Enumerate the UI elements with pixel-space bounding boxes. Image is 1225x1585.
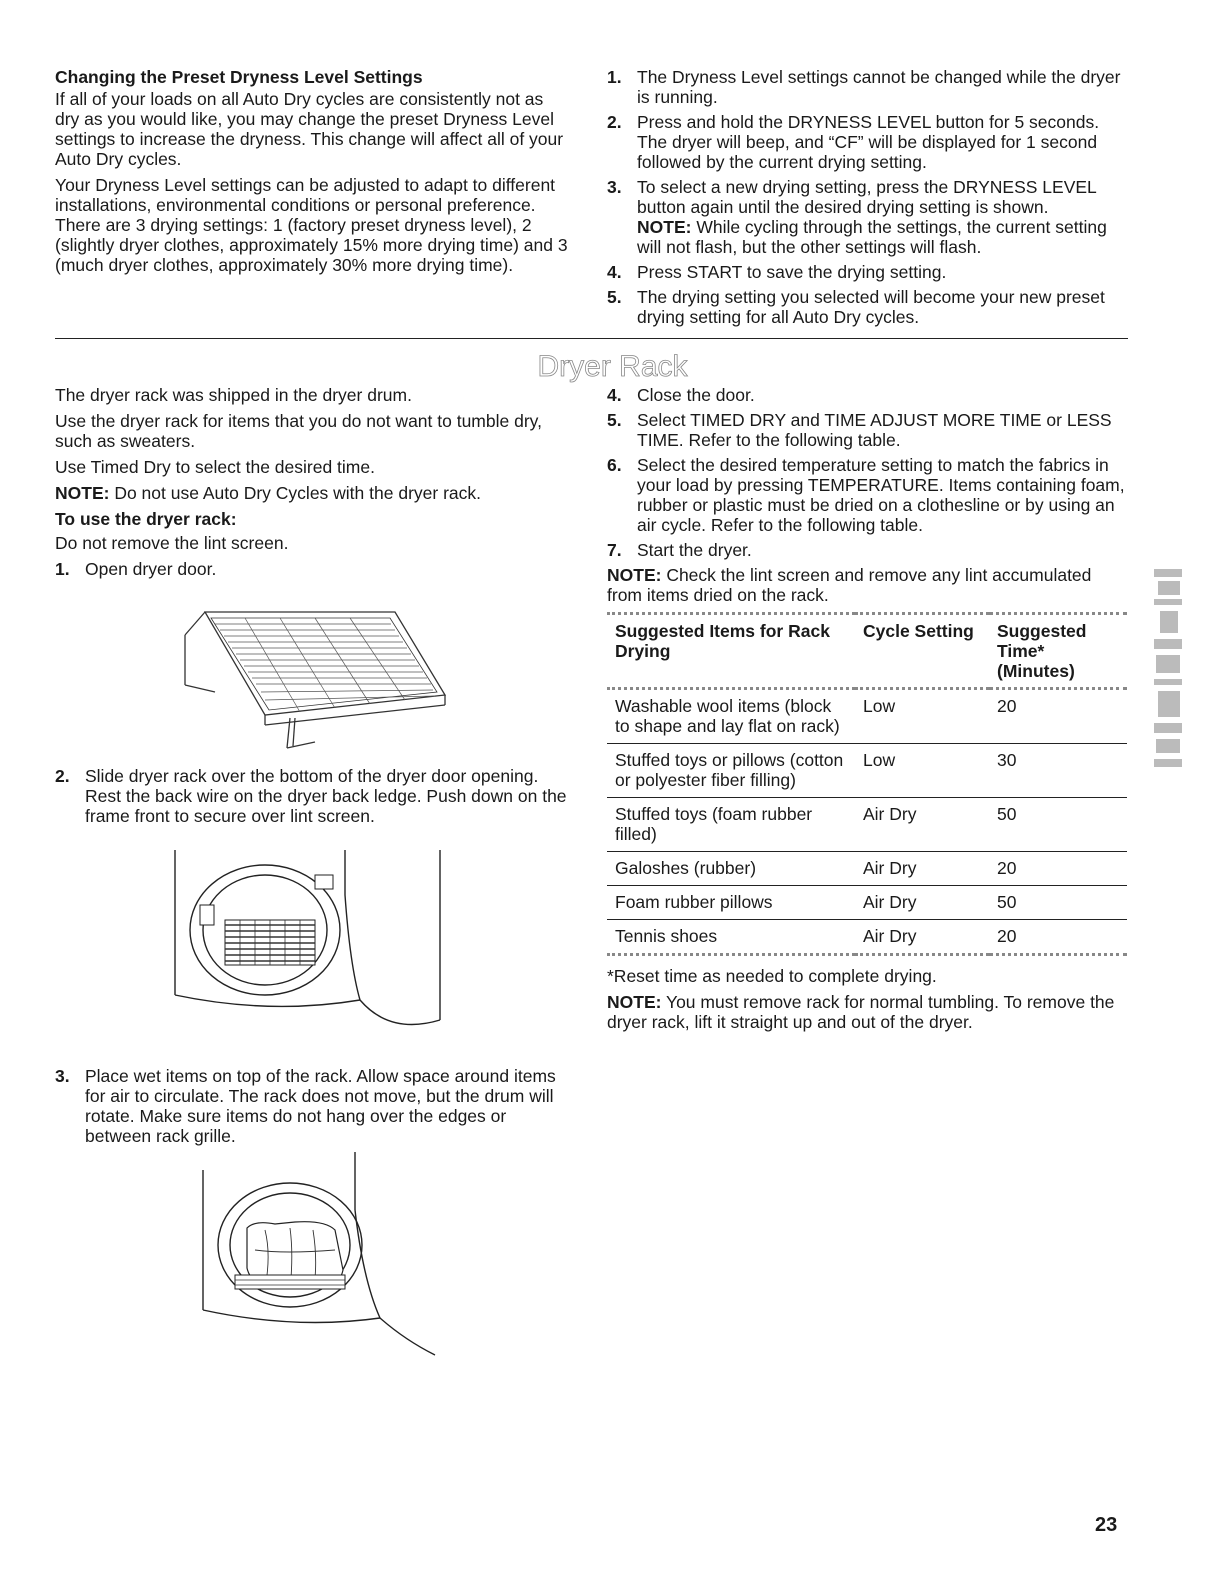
rack-intro: [55, 385, 570, 584]
header-items: Suggested Items for Rack Drying: [615, 621, 830, 661]
rack-step-4: 4. Close the door.: [607, 385, 755, 405]
table-header-row: [607, 614, 1127, 689]
preset-steps: [607, 67, 1127, 332]
rack-drying-table-wrap: [607, 612, 1127, 1038]
rack-step-3-wrap: [55, 1066, 570, 1151]
table-row: Stuffed toys or pillows (cotton or polyester fiber filling) Low 30: [607, 744, 1127, 798]
rack-step-1: 1. Open dryer door.: [55, 559, 217, 579]
preset-heading: Changing the Preset Dryness Level Settings: [55, 67, 423, 87]
header-time: Suggested Time* (Minutes): [997, 621, 1087, 681]
rack-intro-1: The dryer rack was shipped in the dryer drum.: [55, 385, 412, 405]
page-number: 23: [1095, 1514, 1118, 1536]
rack-note-2: NOTE: Check the lint screen and remove any lint accumulated from items dried on the rack.: [607, 565, 1092, 605]
preset-step-2: 2. Press and hold the DRYNESS LEVEL button for 5 seconds. The dryer will beep, and “CF” will be displayed for 1 second followed by the current drying setting.: [607, 112, 1100, 172]
preset-paragraph-2: Your Dryness Level settings can be adjusted to adapt to different installations, environmental conditions or personal preference. There are 3 drying settings: 1 (factory preset dryness level), 2 (slightly dryer clothes, approximately 15% more drying time) and 3 (much dryer clothes, approximately 30% more drying time).: [55, 175, 568, 275]
preset-dryness-section: [55, 67, 570, 281]
items-on-rack-illustration: [195, 1150, 455, 1360]
dryer-rack-illustration: [175, 600, 455, 750]
rack-step-2: 2. Slide dryer rack over the bottom of the dryer door opening. Rest the back wire on the dryer back ledge. Push down on the frame front to secure over lint screen.: [55, 766, 567, 826]
rack-step-6: 6. Select the desired temperature setting to match the fabrics in your load by pressing TEMPERATURE. Items containing foam, rubber or plastic must be dried on a clothesline or by using an air cycle. Refer to the following table.: [607, 455, 1125, 535]
use-rack-heading: To use the dryer rack:: [55, 509, 237, 529]
preset-step-1: 1. The Dryness Level settings cannot be changed while the dryer is running.: [607, 67, 1121, 107]
preset-paragraph-1: If all of your loads on all Auto Dry cycles are consistently not as dry as you would like, you may change the preset Dryness Level settings to increase the dryness. This change will affect all of your Auto Dry cycles.: [55, 89, 564, 169]
preset-step-3-note: While cycling through the settings, the current setting will not flash, but the other settings will flash.: [637, 217, 1107, 257]
table-row: Tennis shoes Air Dry 20: [607, 920, 1127, 955]
table-row: Galoshes (rubber) Air Dry 20: [607, 852, 1127, 886]
rack-intro-3: Use Timed Dry to select the desired time.: [55, 457, 375, 477]
rack-step-2-wrap: [55, 766, 570, 831]
dryer-rack-title: Dryer Rack: [537, 350, 688, 383]
rack-note-1: NOTE: Do not use Auto Dry Cycles with the dryer rack.: [55, 483, 481, 503]
preset-step-3: 3. To select a new drying setting, press the DRYNESS LEVEL button again until the desired drying setting is shown. NOTE: While cycling through the settings, the current setting will not flash, but the other settings will flash.: [607, 177, 1107, 257]
preset-step-5: 5. The drying setting you selected will become your new preset drying setting for all Auto Dry cycles.: [607, 287, 1105, 327]
section-divider: [55, 338, 1128, 339]
rack-drying-table: [607, 612, 1127, 956]
rack-in-dryer-illustration: [170, 845, 460, 1055]
rack-step-3: 3. Place wet items on top of the rack. Allow space around items for air to circulate. The rack does not move, but the drum will rotate. Make sure items do not hang over the edges or between rack grille.: [55, 1066, 556, 1146]
preset-step-4: 4. Press START to save the drying setting.: [607, 262, 947, 282]
side-language-tab-icon: [1150, 565, 1186, 775]
table-row: Stuffed toys (foam rubber filled) Air Dry 50: [607, 798, 1127, 852]
rack-right-steps: [607, 385, 1127, 611]
header-cycle: Cycle Setting: [863, 621, 974, 641]
rack-note-3: NOTE: You must remove rack for normal tumbling. To remove the dryer rack, lift it straight up and out of the dryer.: [607, 992, 1115, 1032]
rack-step-5: 5. Select TIMED DRY and TIME ADJUST MORE TIME or LESS TIME. Refer to the following table.: [607, 410, 1112, 450]
preset-step-3-note-label: NOTE:: [637, 217, 692, 237]
lint-screen-note: Do not remove the lint screen.: [55, 533, 289, 553]
rack-step-7: 7. Start the dryer.: [607, 540, 752, 560]
table-row: Foam rubber pillows Air Dry 50: [607, 886, 1127, 920]
table-row: Washable wool items (block to shape and lay flat on rack) Low 20: [607, 689, 1127, 744]
table-footnote: *Reset time as needed to complete drying.: [607, 966, 937, 986]
rack-intro-2: Use the dryer rack for items that you do not want to tumble dry, such as sweaters.: [55, 411, 542, 451]
